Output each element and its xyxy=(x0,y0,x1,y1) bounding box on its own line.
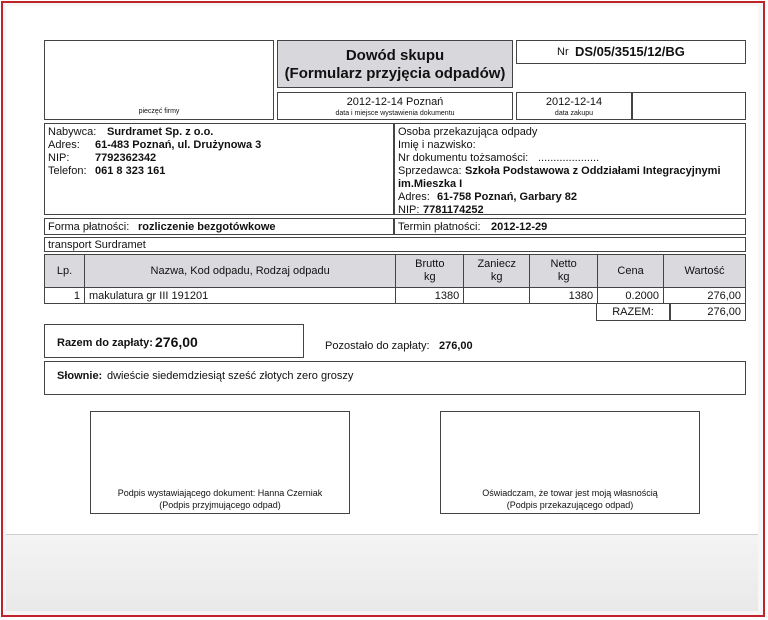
issuer-signature-box xyxy=(90,411,350,514)
remaining-label: Pozostało do zapłaty: xyxy=(325,340,430,352)
col-net-header: Netto kg xyxy=(530,255,598,288)
cell-name: makulatura gr III 191201 xyxy=(84,288,395,304)
table-header-row xyxy=(45,255,746,288)
payment-term-box xyxy=(394,218,746,235)
buyer-name: Surdramet Sp. z o.o. xyxy=(107,126,214,138)
company-stamp-box xyxy=(44,40,274,120)
transport-note: transport Surdramet xyxy=(48,239,146,251)
goods-table xyxy=(44,254,746,304)
amount-in-words: dwieście siedemdziesiąt sześć złotych zero groszy xyxy=(107,370,354,382)
cell-price: 0.2000 xyxy=(598,288,664,304)
purchase-date: 2012-12-14 xyxy=(545,96,603,108)
buyer-phone: 061 8 323 161 xyxy=(95,165,166,177)
seller-address: 61-758 Poznań, Garbary 82 xyxy=(437,191,578,203)
amount-in-words-label: Słownie: xyxy=(57,370,103,382)
buyer-box xyxy=(44,123,394,215)
payment-term: 2012-12-29 xyxy=(491,221,548,233)
purchase-date-caption: data zakupu xyxy=(554,110,594,117)
supplier-signature-line1: Oświadczam, że towar jest moją własnością xyxy=(482,488,658,498)
razem-label: RAZEM: xyxy=(612,306,654,318)
cell-value: 276,00 xyxy=(664,288,746,304)
issue-date-caption: data i miejsce wystawienia dokumentu xyxy=(335,110,455,117)
razem-label-cell xyxy=(596,303,670,321)
buyer-phone-label: Telefon: xyxy=(48,165,87,177)
buyer-label: Nabywca: xyxy=(48,126,97,138)
buyer-nip-label: NIP: xyxy=(48,152,70,164)
buyer-address-label: Adres: xyxy=(48,139,80,151)
stamp-label: pieczęć firmy xyxy=(138,108,180,115)
cell-net: 1380 xyxy=(530,288,598,304)
issuer-signature-line1: Podpis wystawiającego dokument: Hanna Czerniak xyxy=(117,488,323,498)
seller-box xyxy=(394,123,746,215)
supplier-signature-line2: (Podpis przekazującego odpad) xyxy=(506,500,634,510)
empty-date-box xyxy=(632,92,746,120)
document-number: DS/05/3515/12/BG xyxy=(575,44,685,59)
razem-value-cell xyxy=(670,303,746,321)
seller-address-label: Adres: xyxy=(398,191,430,203)
issue-date-box xyxy=(277,92,513,120)
document-subtitle: (Formularz przyjęcia odpadów) xyxy=(284,65,506,82)
seller-name-line1: Szkoła Podstawowa z Oddziałami Integracyjnymi xyxy=(465,165,721,177)
seller-id-value: .................... xyxy=(538,152,600,164)
payment-term-label: Termin płatności: xyxy=(398,221,481,233)
col-price-header: Cena xyxy=(598,255,664,288)
col-gross-header: Brutto kg xyxy=(396,255,464,288)
total-due-value: 276,00 xyxy=(155,334,198,350)
payment-form-box xyxy=(44,218,394,235)
purchase-date-box xyxy=(516,92,632,120)
issue-date-place: 2012-12-14 Poznań xyxy=(346,96,444,108)
seller-person-label: Osoba przekazująca odpady xyxy=(398,126,538,138)
payment-form-label: Forma płatności: xyxy=(48,221,130,233)
buyer-address: 61-483 Poznań, ul. Drużynowa 3 xyxy=(95,139,262,151)
amount-in-words-box xyxy=(44,361,746,395)
title-box xyxy=(277,40,513,88)
cell-impurity xyxy=(464,288,530,304)
cell-gross: 1380 xyxy=(396,288,464,304)
seller-name-label: Imię i nazwisko: xyxy=(398,139,476,151)
col-lp-header: Lp. xyxy=(45,255,85,288)
seller-id-label: Nr dokumentu tożsamości: xyxy=(398,152,529,164)
col-value-header: Wartość xyxy=(664,255,746,288)
col-name-header: Nazwa, Kod odpadu, Rodzaj odpadu xyxy=(84,255,395,288)
issuer-signature-line2: (Podpis przyjmującego odpad) xyxy=(159,500,281,510)
transport-box xyxy=(44,237,746,252)
total-due-box xyxy=(44,324,304,358)
seller-nip-label: NIP: xyxy=(398,204,420,216)
seller-nip: 7781174252 xyxy=(423,204,484,216)
document-title: Dowód skupu xyxy=(345,47,445,64)
nr-label: Nr xyxy=(557,46,569,58)
cell-lp: 1 xyxy=(45,288,85,304)
seller-label: Sprzedawca: xyxy=(398,165,462,177)
razem-value: 276,00 xyxy=(707,306,741,318)
payment-form: rozliczenie bezgotówkowe xyxy=(138,221,276,233)
table-row xyxy=(45,288,746,304)
supplier-signature-box xyxy=(440,411,700,514)
total-due-label: Razem do zapłaty: xyxy=(57,337,153,349)
paper-shadow xyxy=(6,534,758,611)
buyer-nip: 7792362342 xyxy=(95,152,157,164)
seller-name-line2: im.Mieszka I xyxy=(398,178,463,190)
number-box xyxy=(516,40,746,64)
col-impurity-header: Zaniecz kg xyxy=(464,255,530,288)
remaining-value: 276,00 xyxy=(439,340,473,352)
